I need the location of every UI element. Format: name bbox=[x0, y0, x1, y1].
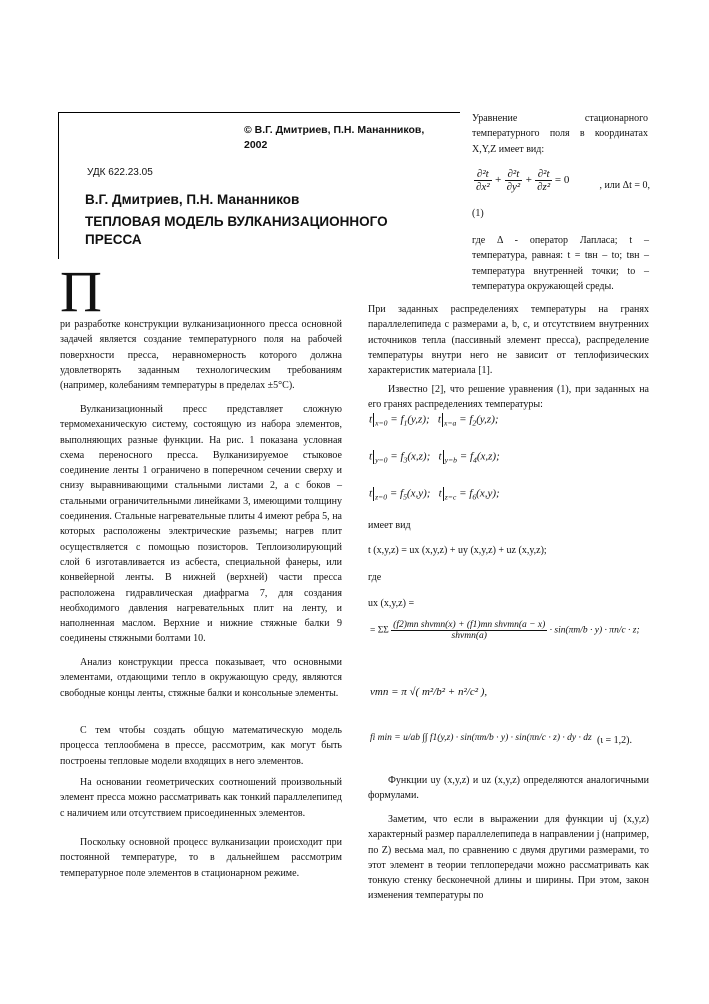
boundary-y: t $_{y=0} = f_3(x,z)$; t $_{y=b} = f_4(x,z)$; bbox=[369, 450, 500, 465]
drop-cap: П bbox=[60, 259, 102, 324]
paragraph-text: Известно [2], что решение уравнения (1), при заданных на его гранях распределениях температуры: bbox=[368, 384, 649, 411]
paragraph-text: Функции uy (x,y,z) и uz (x,y,z) определяются аналогичными формулами. bbox=[368, 775, 649, 802]
paragraph-text: где Δ - оператор Лапласа; t – температура, равная: t = tвн – tо; tвн – температура внутренней точки; tо – температура окружающей среды. bbox=[472, 235, 649, 292]
ux-numerator: (f2)mn shνmn(x) + (f1)mn shνmn(a − x) bbox=[393, 620, 546, 630]
laplace-equation: $\frac{\text{∂²t}}{\text{∂x²}}$ + $\frac{\text{∂²t}}{\text{∂y²}}$ + $\frac{\text{∂²t}}{\text{∂z²}}$ = 0 bbox=[476, 168, 570, 193]
paragraph-text: При заданных распределениях температуры на гранях параллелепипеда с размерами a, b, c, и отсутствием внутренних источников тепла (пассивный элемент пресса), распределение температуры внутри него не зависит от теплофизических характеристик материала [1]. bbox=[368, 304, 649, 377]
boundary-x: t $_{x=0} = f_1(y,z)$; t $_{x=a} = f_2(y,z)$; bbox=[369, 413, 499, 428]
ux-denominator: shνmn(a) bbox=[451, 631, 487, 641]
right-paragraph-given bbox=[368, 302, 649, 378]
left-paragraph-3 bbox=[60, 655, 342, 701]
paragraph-text: На основании геометрических соотношений произвольный элемент пресса можно рассматривать как тонкий параллелепипед с наличием или отсутствием присоединенных элементов. bbox=[60, 777, 342, 819]
authors: В.Г. Дмитриев, П.Н. Мананников bbox=[85, 192, 300, 207]
left-paragraph-5 bbox=[60, 775, 342, 821]
left-paragraph-1 bbox=[60, 317, 342, 393]
paragraph-text: Вулканизационный пресс представляет сложную термомеханическую систему, состоящую из набора элементов, выполняющих разные функции. На рис. 1 показана условная схема переносного пресса. Вулканизируемое стыковое соединение ленты 1 ограничено в поперечном сечении сверху и снизу выравнивающими стальными листами 2, а с боков – стальными ограничительными линейками 3, имеющими толщину соединения. Стальные нагревательные плиты 4 имеют ребра 5, на которых расположены электрические разъемы; нагрев плит осуществляется с помощью позисторов. Теплоизолирующий слой 6 изготавливается из асбеста, специальной фанеры, или конвейерной ленты. В нижней (верхней) части пресса расположена гидравлическая диафрагма 7, для создания необходимого давления нагревательных плит на ленту, и наполненная маслом. Верхние и нижние стяжные балки 9 соединены стяжными болтами 10. bbox=[60, 404, 342, 645]
paragraph-text: ри разработке конструкции вулканизационного пресса основной задачей является создание температурного поля на рабочей поверхности пресса, неравномерность которого должна удовлетворять заданным технологическим требованиям (например, колебаниям температуры в пределах ±5°С). bbox=[60, 319, 342, 392]
sum-symbol: = ΣΣ bbox=[370, 625, 389, 636]
ux-tail: · sin(πm/b · y) · πn/c · z; bbox=[549, 625, 640, 636]
article-title: ТЕПЛОВАЯ МОДЕЛЬ ВУЛКАНИЗАЦИОННОГО ПРЕССА bbox=[85, 214, 388, 247]
paragraph-text: Поскольку основной процесс вулканизации происходит при постоянной температуре, то в дальнейшем рассмотрим температурное поле элементов в стационарном режиме. bbox=[60, 837, 342, 879]
left-paragraph-4 bbox=[60, 723, 342, 769]
right-paragraph-funcs bbox=[368, 773, 649, 804]
boundary-z: t $_{z=0} = f_5(x,y)$; t $_{z=c} = f_6(x,y)$; bbox=[369, 487, 500, 502]
fi-index: (ι = 1,2). bbox=[597, 735, 632, 746]
ux-series bbox=[370, 620, 640, 641]
paragraph-text: Заметим, что если в выражении для функции uj (x,y,z) характерный размер параллелепипеда в направлении j (например, по Z) весьма мал, по сравнению с двумя другими размерами, то этот элемент в теории теплопередачи можно рассматривать как тонкую стенку бесконечной длины и ширины. При этом, закон изменения температуры по bbox=[368, 814, 649, 902]
solution: t (x,y,z) = ux (x,y,z) + uy (x,y,z) + uz (x,y,z); bbox=[368, 545, 547, 556]
left-paragraph-2 bbox=[60, 402, 342, 647]
gde-label: где bbox=[368, 572, 382, 583]
fi-definition: fi min = u/ab ∫∫ f1(y,z) · sin(πm/b · y) · sin(πn/c · z) · dy · dz bbox=[370, 733, 592, 743]
right-intro bbox=[472, 111, 648, 157]
where-block bbox=[472, 233, 649, 294]
paragraph-text: Анализ конструкции пресса показывает, что основными элементами, отдающими тепло в окружающую среду, являются свободные концы ленты, стяжные балки и консольные элементы. bbox=[60, 657, 342, 699]
eq1-tail: , или Δt = 0, bbox=[599, 180, 650, 191]
ux-definition: ux (x,y,z) = bbox=[368, 598, 415, 609]
right-paragraph-note bbox=[368, 812, 649, 904]
udk-code: УДК 622.23.05 bbox=[87, 167, 153, 178]
has-form: имеет вид bbox=[368, 520, 411, 531]
left-paragraph-6 bbox=[60, 835, 342, 881]
right-paragraph-known bbox=[368, 382, 649, 413]
nu-definition: νmn = π √( m²/b² + n²/c² ), bbox=[370, 686, 488, 698]
paragraph-text: Уравнение стационарного температурного поля в координатах X,Y,Z имеет вид: bbox=[472, 113, 648, 155]
paragraph-text: С тем чтобы создать общую математическую модель процесса теплообмена в прессе, рассмотрим, как могут быть построены тепловые модели входящих в него элементов. bbox=[60, 725, 342, 767]
copyright-line: © В.Г. Дмитриев, П.Н. Мананников, 2002 bbox=[244, 124, 425, 151]
eq1-number: (1) bbox=[472, 208, 484, 219]
